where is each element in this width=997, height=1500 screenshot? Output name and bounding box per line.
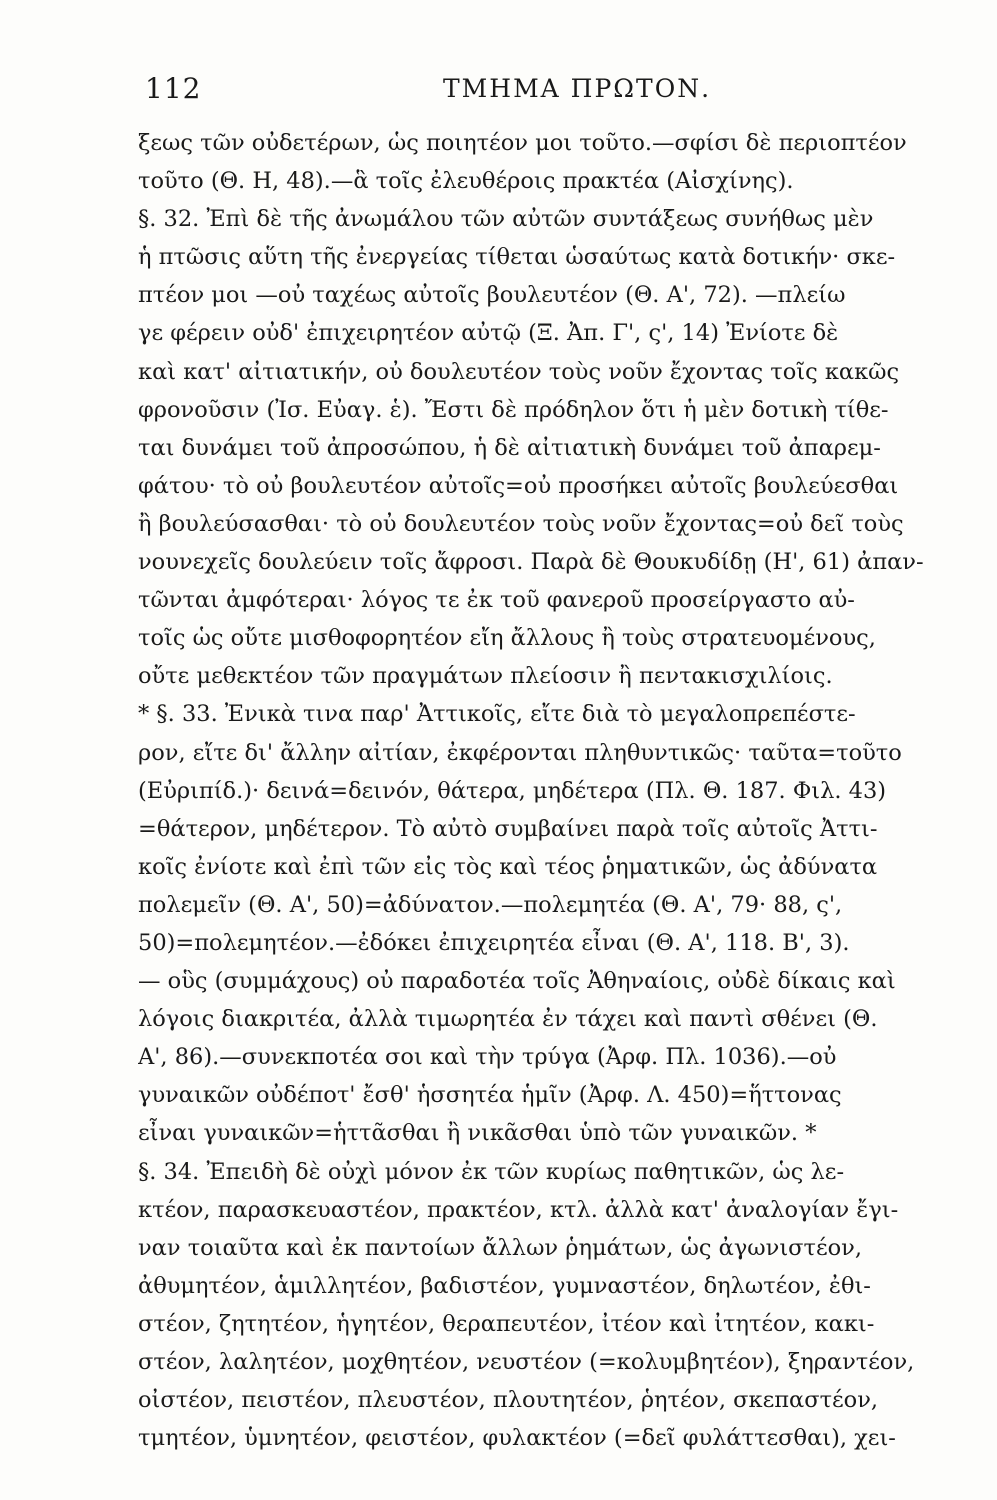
text-line: κτέον, παρασκευαστέον, πρακτέον, κτλ. ἀλλὰ κατ' ἀναλογίαν ἔγι- [138, 1196, 899, 1223]
text-line: γε φέρειν οὐδ' ἐπιχειρητέον αὐτῷ (Ξ. Ἀπ. Γ', ς', 14) Ἐνίοτε δὲ [138, 320, 839, 347]
text-line: λόγοις διακριτέα, ἀλλὰ τιμωρητέα ἐν τάχει καὶ παντὶ σθένει (Θ. [138, 1006, 878, 1033]
text-line: οἰστέον, πειστέον, πλευστέον, πλουτητέον, ῥητέον, σκεπαστέον, [138, 1387, 879, 1414]
text-line: οὔτε μεθεκτέον τῶν πραγμάτων πλείοσιν ἢ πεντακισχιλίοις. [138, 663, 833, 690]
page-header [145, 72, 945, 112]
running-title: ΤΜΗΜΑ ΠΡΩΤΟΝ. [443, 74, 712, 103]
text-line: πολεμεῖν (Θ. Α', 50)=ἀδύνατον.—πολεμητέα (Θ. Α', 79· 88, ς', [138, 891, 843, 918]
text-line: ἡ πτῶσις αὕτη τῆς ἐνεργείας τίθεται ὡσαύτως κατὰ δοτικήν· σκε- [138, 244, 896, 271]
text-line: πτέον μοι —οὐ ταχέως αὐτοῖς βουλευτέον (Θ. Α', 72). —πλείω [138, 282, 846, 309]
text-line: τῶνται ἀμφότεραι· λόγος τε ἐκ τοῦ φανεροῦ προσείργαστο αὐ- [138, 587, 855, 614]
text-line: — οὓς (συμμάχους) οὐ παραδοτέα τοῖς Ἀθηναίοις, οὐδὲ δίκαις καὶ [138, 968, 896, 995]
text-line: §. 34. Ἐπειδὴ δὲ οὐχὶ μόνον ἐκ τῶν κυρίως παθητικῶν, ὡς λε- [138, 1158, 845, 1185]
text-line: κοῖς ἐνίοτε καὶ ἐπὶ τῶν εἰς τὸς καὶ τέος ῥηματικῶν, ὡς ἀδύνατα [138, 853, 878, 880]
body-text [138, 124, 970, 1457]
text-line: 50)=πολεμητέον.—ἐδόκει ἐπιχειρητέα εἶναι (Θ. Α', 118. Β', 3). [138, 929, 850, 956]
text-line: ναν τοιαῦτα καὶ ἐκ παντοίων ἄλλων ῥημάτων, ὡς ἀγωνιστέον, [138, 1234, 862, 1261]
text-line: (Εὐριπίδ.)· δεινά=δεινόν, θάτερα, μηδέτερα (Πλ. Θ. 187. Φιλ. 43) [138, 777, 887, 804]
text-line: Α', 86).—συνεκποτέα σοι καὶ τὴν τρύγα (Ἀρφ. Πλ. 1036).—οὐ [138, 1044, 837, 1071]
text-line: ρον, εἴτε δι' ἄλλην αἰτίαν, ἐκφέρονται πληθυντικῶς· ταῦτα=τοῦτο [138, 739, 902, 766]
text-line: * §. 33. Ἐνικὰ τινα παρ' Ἀττικοῖς, εἴτε διὰ τὸ μεγαλοπρεπέστε- [138, 701, 856, 728]
text-line: γυναικῶν οὐδέποτ' ἔσθ' ἡσσητέα ἡμῖν (Ἀρφ. Λ. 450)=ἥττονας [138, 1082, 842, 1109]
text-line: τμητέον, ὑμνητέον, φειστέον, φυλακτέον (=δεῖ φυλάττεσθαι), χει- [138, 1425, 896, 1452]
text-line: εἶναι γυναικῶν=ἡττᾶσθαι ἢ νικᾶσθαι ὑπὸ τῶν γυναικῶν. * [138, 1120, 817, 1147]
text-line: §. 32. Ἐπὶ δὲ τῆς ἀνωμάλου τῶν αὐτῶν συντάξεως συνήθως μὲν [138, 206, 874, 233]
text-line: τοῖς ὡς οὔτε μισθοφορητέον εἴη ἄλλους ἢ τοὺς στρατευομένους, [138, 625, 876, 652]
text-line: ἀθυμητέον, ἁμιλλητέον, βαδιστέον, γυμναστέον, δηλωτέον, ἐθι- [138, 1272, 871, 1299]
text-line: ξεως τῶν οὐδετέρων, ὡς ποιητέον μοι τοῦτο.—σφίσι δὲ περιοπτέον [138, 130, 907, 156]
text-line: ται δυνάμει τοῦ ἀπροσώπου, ἡ δὲ αἰτιατικὴ δυνάμει τοῦ ἀπαρεμ- [138, 434, 881, 461]
text-line: καὶ κατ' αἰτιατικήν, οὐ δουλευτέον τοὺς νοῦν ἔχοντας τοῖς κακῶς [138, 358, 900, 385]
text-line: =θάτερον, μηδέτερον. Τὸ αὐτὸ συμβαίνει παρὰ τοῖς αὐτοῖς Ἀττι- [138, 815, 878, 842]
page-number: 112 [145, 72, 202, 105]
text-line: στέον, ζητητέον, ἡγητέον, θεραπευτέον, ἰτέον καὶ ἰτητέον, κακι- [138, 1310, 875, 1337]
text-line: τοῦτο (Θ. Η, 48).—ἃ τοῖς ἐλευθέροις πρακτέα (Αἰσχίνης). [138, 168, 794, 195]
text-line: νουνεχεῖς δουλεύειν τοῖς ἄφροσι. Παρὰ δὲ Θουκυδίδῃ (Η', 61) ἀπαν- [138, 549, 924, 576]
text-line: στέον, λαλητέον, μοχθητέον, νευστέον (=κολυμβητέον), ξηραντέον, [138, 1349, 915, 1375]
text-line: φρονοῦσιν (Ἰσ. Εὐαγ. ἑ). Ἔστι δὲ πρόδηλον ὅτι ἡ μὲν δοτικὴ τίθε- [138, 396, 889, 423]
text-line: ἢ βουλεύσασθαι· τὸ οὐ δουλευτέον τοὺς νοῦν ἔχοντας=οὐ δεῖ τοὺς [138, 510, 904, 537]
text-line: φάτου· τὸ οὐ βουλευτέον αὐτοῖς=οὐ προσήκει αὐτοῖς βουλεύεσθαι [138, 472, 899, 499]
